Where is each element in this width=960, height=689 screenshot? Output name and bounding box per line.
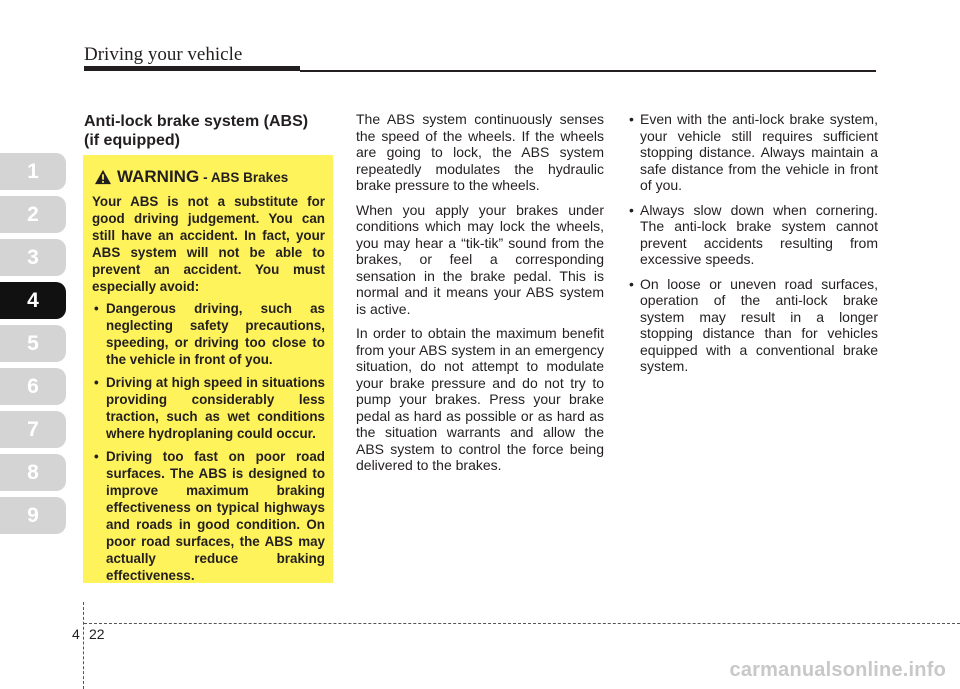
chapter-tab-4[interactable]: 4 [0,282,66,319]
chapter-tab-5[interactable]: 5 [0,325,66,362]
bullet-item: • Even with the anti-lock brake system, your vehicle still requires sufficient stopping distance. Always maintain a safe distance from the vehicle in front of you. [629,111,878,194]
warning-item: • Driving too fast on poor road surfaces. The ABS is designed to improve maximum braking effectiveness on typical highways and roads in good condition. On poor road surfaces, the ABS may actually reduce braking effectiveness. [92,448,325,584]
bullet-item: • Always slow down when cornering. The anti-lock brake system cannot prevent accidents resulting from excessive speeds. [629,202,878,268]
warning-subtitle: - ABS Brakes [203,169,289,185]
warning-header [92,167,325,187]
footer-divider [84,623,960,624]
footer-vertical-divider [83,602,84,689]
section-title [84,112,334,150]
chapter-tab-1[interactable]: 1 [0,153,66,190]
body-paragraph: The ABS system continuously senses the speed of the wheels. If the wheels are going to lock, the ABS system repeatedly modulates the hydraulic brake pressure to the wheels. [356,111,604,193]
chapter-tab-3[interactable]: 3 [0,239,66,276]
header-rule-thick [84,66,300,71]
page-header-title: Driving your vehicle [84,44,243,65]
warning-intro: Your ABS is not a substitute for good driving judgement. You can still have an accident. In fact, your ABS system will not be able to prevent an accident. You must especially avoid: [92,194,325,294]
body-column-2 [356,111,604,482]
bullet-item: • On loose or uneven road surfaces, operation of the anti-lock brake system may result in a longer stopping distance than for vehicles equipped with a conventional brake system. [629,276,878,375]
watermark: carmanualsonline.info [729,659,946,681]
chapter-tab-9[interactable]: 9 [0,497,66,534]
warning-triangle-icon [94,169,112,185]
body-paragraph: When you apply your brakes under conditions which may lock the wheels, you may hear a “tik-tik” sound from the brakes, or feel a corresponding sensation in the brake pedal. This is normal and it means your ABS system is active. [356,201,604,317]
warning-box [83,155,333,583]
body-column-3 [629,111,878,383]
section-title-line1: Anti-lock brake system (ABS) [84,113,309,130]
chapter-tab-2[interactable]: 2 [0,196,66,233]
chapter-tabs [0,153,66,540]
section-title-line2: (if equipped) [84,132,180,149]
footer-section-number: 4 [72,626,80,642]
warning-label: WARNING [117,167,200,186]
footer-page-number: 22 [89,626,105,642]
chapter-tab-6[interactable]: 6 [0,368,66,405]
header-rule-thin [300,70,876,72]
warning-item: • Driving at high speed in situations providing considerably less traction, such as wet conditions where hydroplaning could occur. [92,374,325,442]
chapter-tab-8[interactable]: 8 [0,454,66,491]
warning-list [92,300,325,584]
warning-item: • Dangerous driving, such as neglecting safety precautions, speeding, or driving too close to the vehicle in front of you. [92,300,325,368]
body-paragraph: In order to obtain the maximum benefit from your ABS system in an emergency situation, do not attempt to modulate your brake pressure and do not try to pump your brakes. Press your brake pedal as hard as possible or as hard as the situation warrants and allow the ABS system to control the force being delivered to the brakes. [356,325,604,473]
chapter-tab-7[interactable]: 7 [0,411,66,448]
